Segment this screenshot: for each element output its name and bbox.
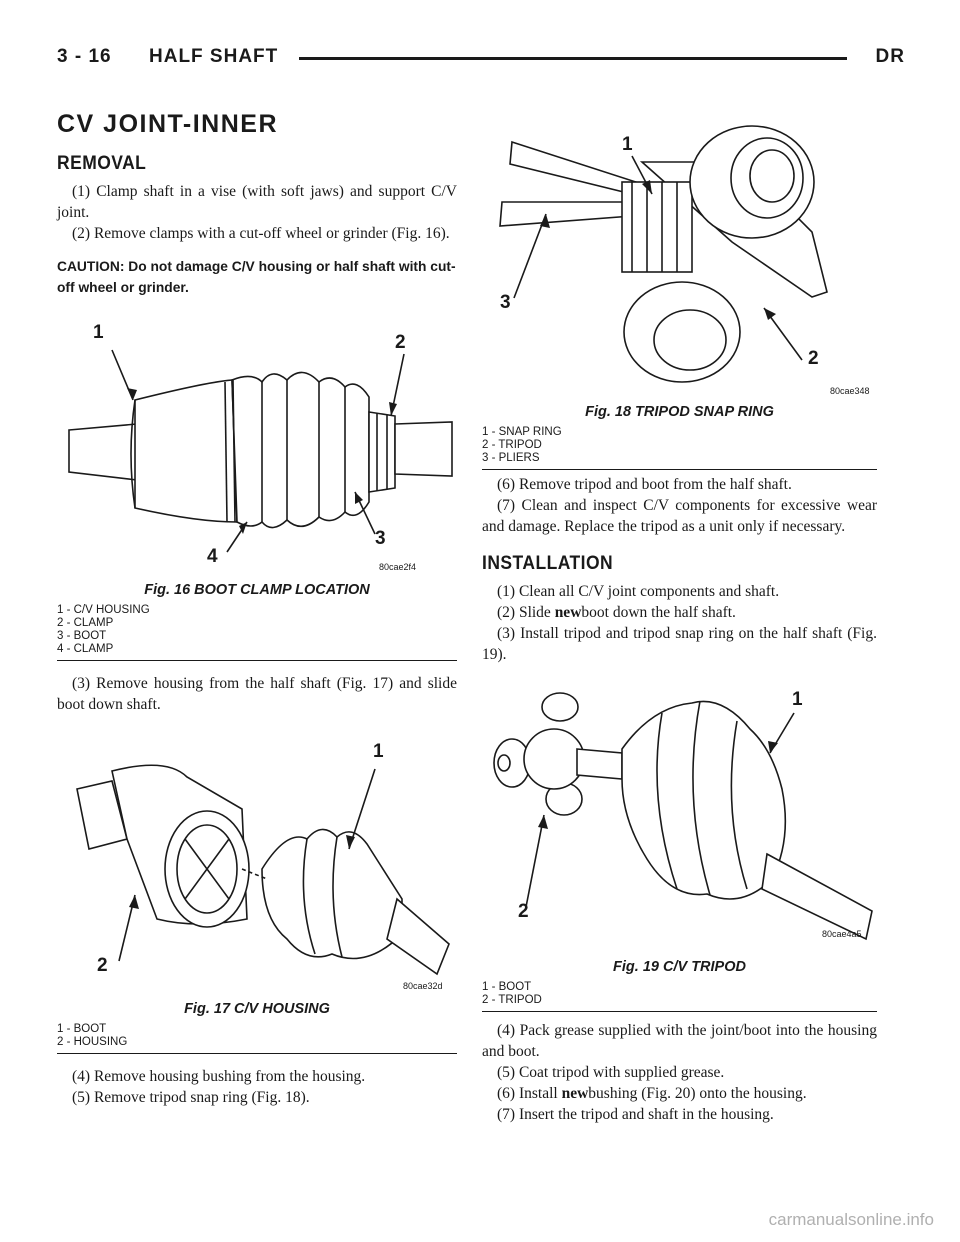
fig19-code: 80cae4a5 [822, 929, 862, 939]
fig16-code: 80cae2f4 [379, 562, 417, 572]
cv-tripod-illustration [482, 689, 877, 945]
figure-19 [482, 689, 877, 1012]
removal-step-5: (5) Remove tripod snap ring (Fig. 18). [72, 1089, 310, 1106]
fig17-callout-2: 2 [97, 955, 108, 976]
install-step-6 [482, 1083, 877, 1104]
install-step-6-suffix: bushing (Fig. 20) onto the housing. [588, 1085, 807, 1102]
section-title: HALF SHAFT [149, 46, 279, 67]
fig16-illustration [57, 312, 457, 580]
removal-step-1: (1) Clamp shaft in a vise (with soft jaws) and support C/V joint. [57, 183, 457, 221]
header-rule [299, 57, 847, 60]
legend-item: 2 - TRIPOD [482, 439, 542, 451]
fig17-code: 80cae32d [403, 981, 443, 991]
legend-item: 1 - C/V HOUSING [57, 604, 150, 616]
figure-17 [57, 729, 457, 1054]
removal-step-2: (2) Remove clamps with a cut-off wheel or grinder (Fig. 16). [72, 225, 450, 242]
fig19-caption: Fig. 19 C/V TRIPOD [613, 959, 746, 975]
figure-16 [57, 312, 457, 661]
caution-note: CAUTION: Do not damage C/V housing or half shaft with cut-off wheel or grinder. [57, 259, 456, 295]
legend-item: 3 - BOOT [57, 630, 107, 642]
removal-step-4: (4) Remove housing bushing from the housing. [72, 1068, 366, 1085]
fig18-code: 80cae348 [830, 386, 870, 396]
left-column [57, 100, 457, 1108]
fig18-callout-1: 1 [622, 134, 633, 155]
fig16-callout-3: 3 [375, 528, 386, 549]
right-column [482, 122, 877, 1125]
cv-housing-illustration [57, 729, 457, 999]
fig17-legend [57, 1023, 457, 1053]
legend-item: 2 - HOUSING [57, 1036, 128, 1048]
removal-step-7: (7) Clean and inspect C/V components for excessive wear and damage. Replace the tripod as a unit only if necessary. [482, 497, 877, 535]
fig16-callout-2: 2 [395, 332, 406, 353]
figure-18 [482, 122, 877, 470]
install-step-1: (1) Clean all C/V joint components and shaft. [497, 583, 780, 600]
legend-item: 4 - CLAMP [57, 643, 114, 655]
model-code: DR [875, 46, 905, 67]
install-step-7: (7) Insert the tripod and shaft in the housing. [497, 1106, 774, 1123]
removal-step-3: (3) Remove housing from the half shaft (Fig. 17) and slide boot down shaft. [57, 675, 457, 713]
legend-item: 1 - SNAP RING [482, 426, 562, 438]
fig18-callout-2: 2 [808, 348, 819, 369]
removal-step-6: (6) Remove tripod and boot from the half shaft. [497, 476, 792, 493]
fig17-illustration [57, 729, 457, 999]
legend-item: 1 - BOOT [482, 981, 532, 993]
page-number: 3 - 16 [57, 46, 112, 67]
install-step-3: (3) Install tripod and tripod snap ring on the half shaft (Fig. 19). [482, 625, 877, 663]
fig16-callout-1: 1 [93, 322, 104, 343]
install-step-2-prefix: (2) Slide [497, 604, 555, 621]
page-header [57, 46, 905, 76]
fig18-callout-3: 3 [500, 292, 511, 313]
legend-item: 2 - CLAMP [57, 617, 114, 629]
fig17-callout-1: 1 [373, 741, 384, 762]
fig19-legend [482, 981, 877, 1011]
fig17-caption: Fig. 17 C/V HOUSING [184, 1001, 330, 1017]
install-step-4: (4) Pack grease supplied with the joint/boot into the housing and boot. [482, 1022, 877, 1060]
legend-item: 1 - BOOT [57, 1023, 107, 1035]
legend-item: 3 - PLIERS [482, 452, 540, 464]
fig18-illustration [482, 122, 877, 402]
fig19-callout-1: 1 [792, 689, 803, 710]
installation-heading: INSTALLATION [482, 553, 614, 574]
watermark: carmanualsonline.info [768, 1210, 934, 1229]
install-step-6-emphasis: new [561, 1085, 589, 1102]
fig16-callout-4: 4 [207, 546, 218, 567]
removal-heading: REMOVAL [57, 153, 147, 174]
install-step-5: (5) Coat tripod with supplied grease. [497, 1064, 725, 1081]
page-title: CV JOINT-INNER [57, 110, 279, 138]
fig18-caption: Fig. 18 TRIPOD SNAP RING [585, 404, 774, 420]
fig19-callout-2: 2 [518, 901, 529, 922]
fig19-illustration [482, 689, 877, 945]
fig16-legend [57, 604, 457, 660]
fig16-caption: Fig. 16 BOOT CLAMP LOCATION [144, 582, 370, 598]
install-step-6-prefix: (6) Install [497, 1085, 562, 1102]
install-step-2-suffix: boot down the half shaft. [581, 604, 736, 621]
legend-item: 2 - TRIPOD [482, 994, 542, 1006]
install-step-2-emphasis: new [554, 604, 582, 621]
fig18-legend [482, 426, 877, 469]
install-step-2 [482, 602, 877, 623]
